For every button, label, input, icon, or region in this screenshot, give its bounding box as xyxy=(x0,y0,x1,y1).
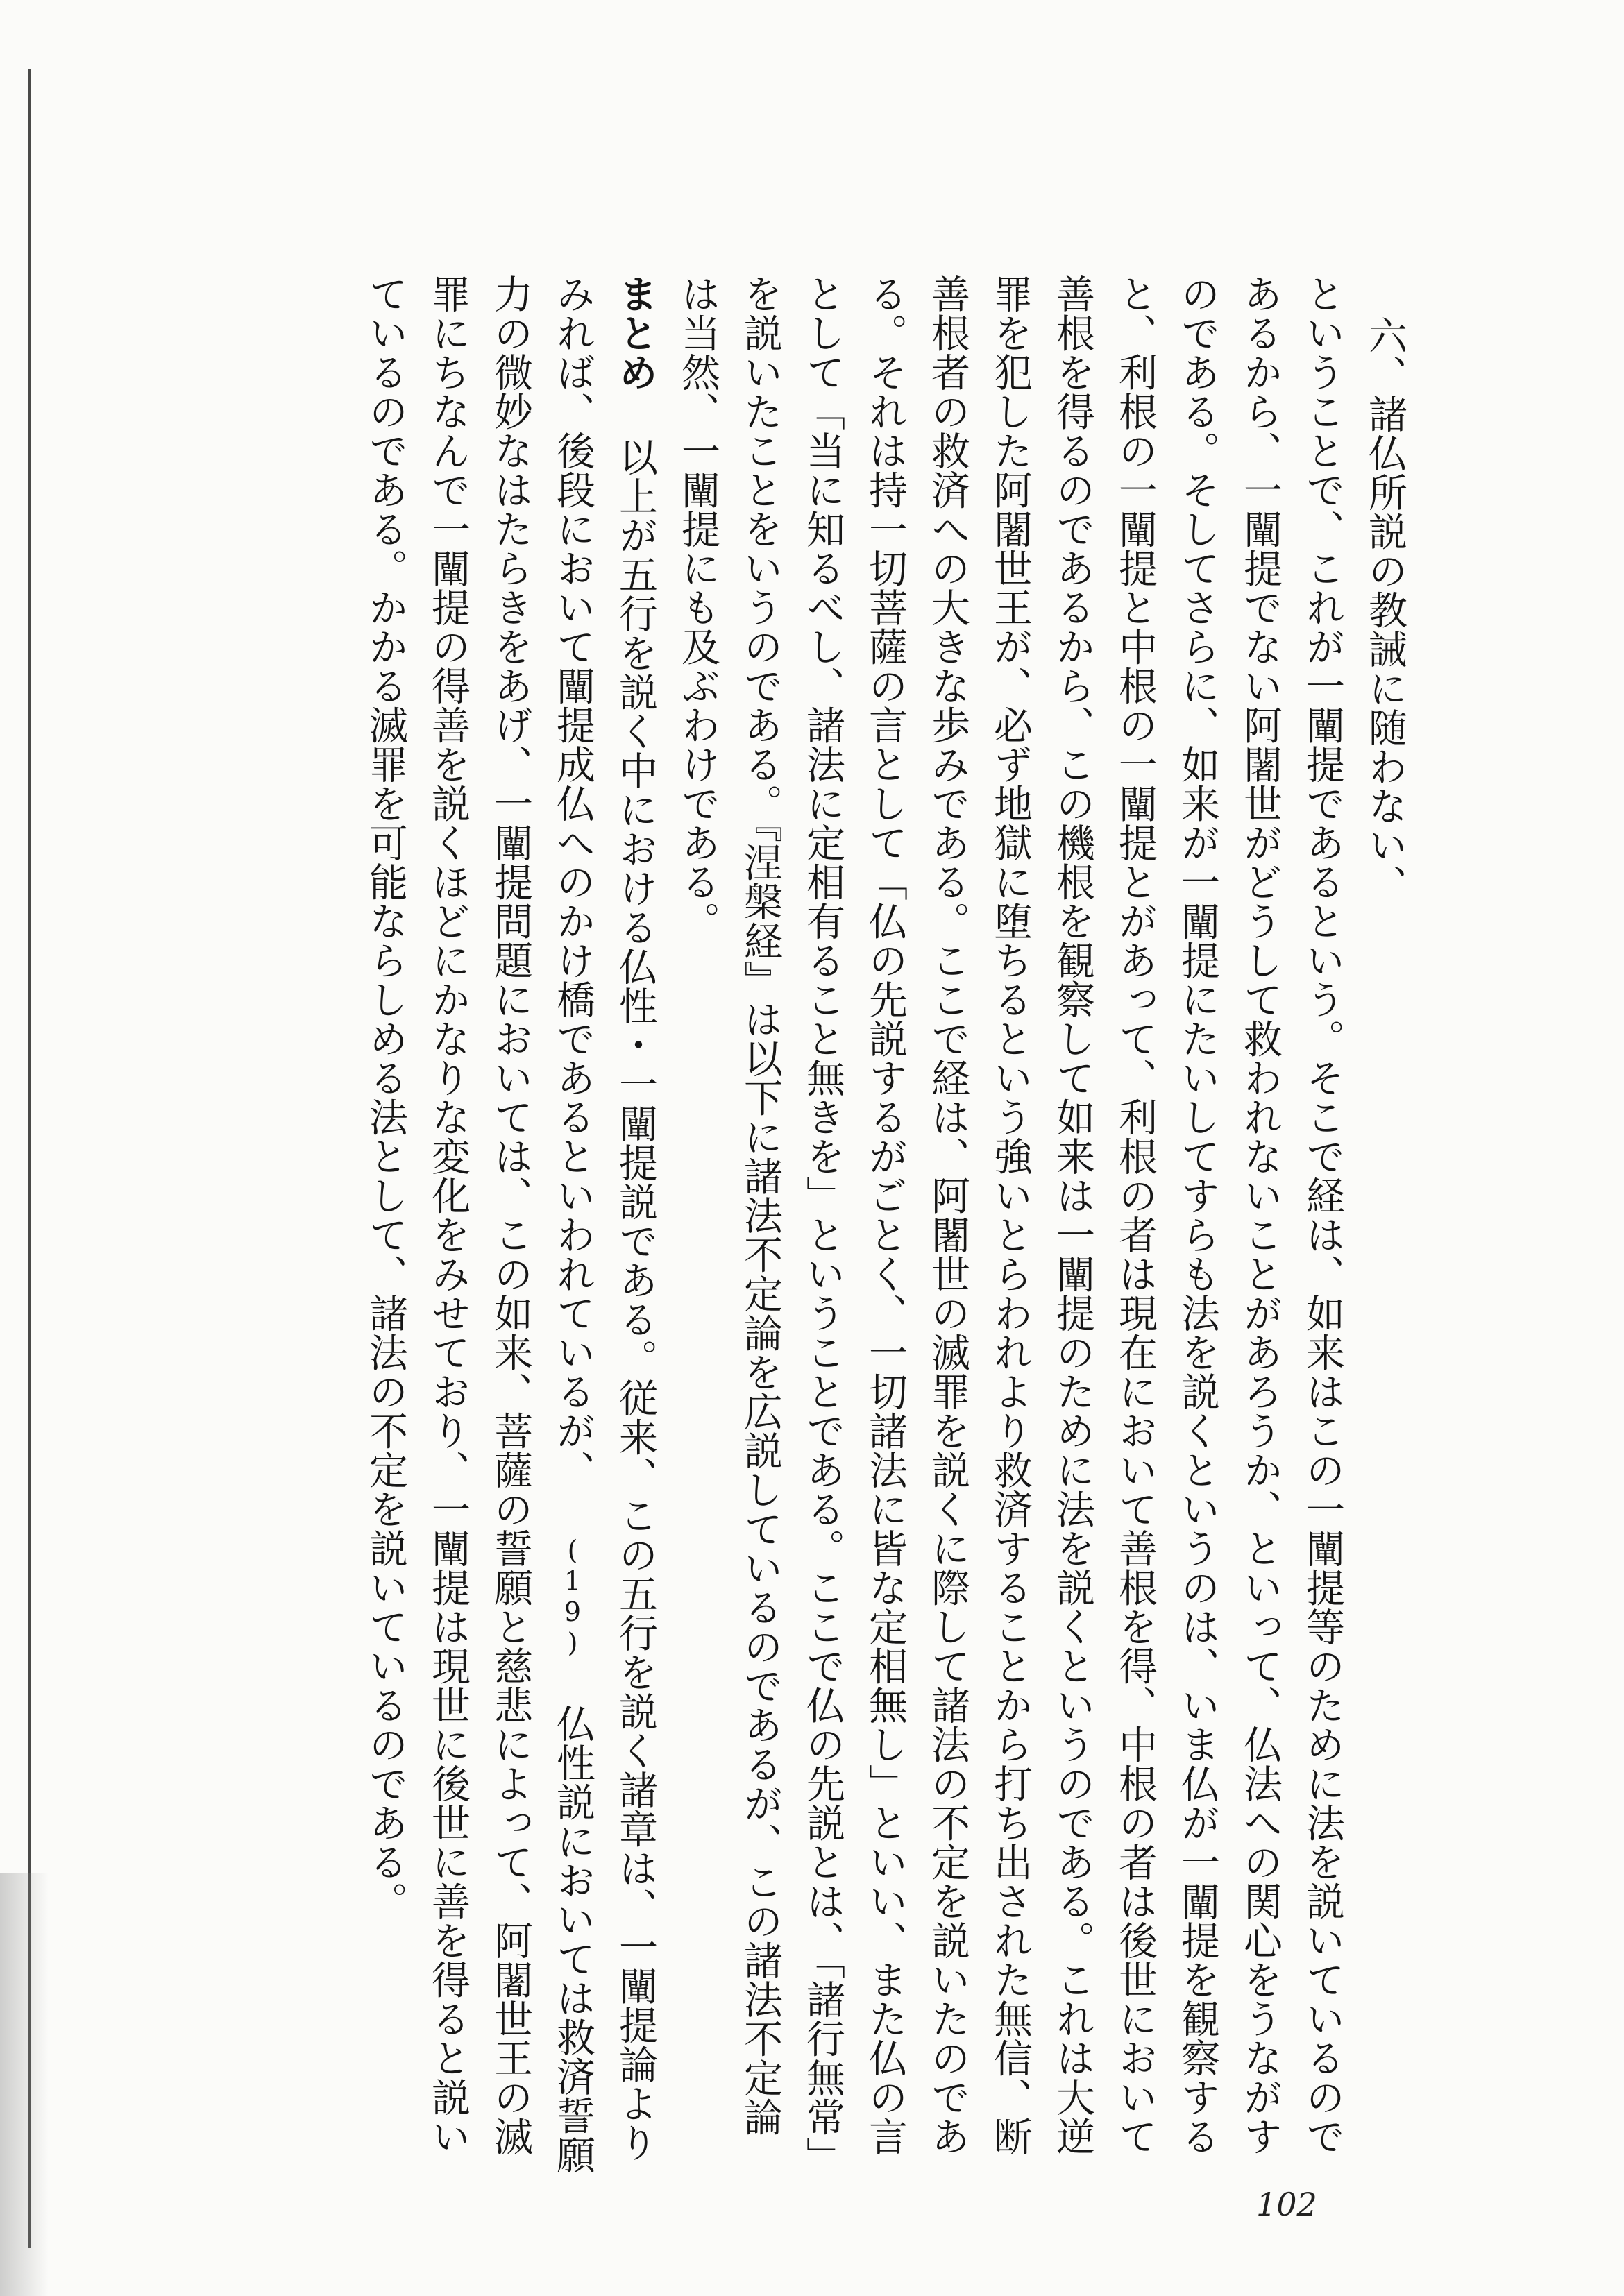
vertical-text-body xyxy=(354,274,1416,2175)
summary-paragraph xyxy=(354,274,666,2175)
summary-text-before-note: 以上が五行を説く中における仏性・一闡提説である。従来、この五行を説く諸章は、一闡提論よりみれば、後段において闡提成仏へのかけ橋であるといわれているが、 xyxy=(550,274,658,2162)
scan-shadow xyxy=(0,1873,49,2296)
summary-label: まとめ xyxy=(613,274,658,392)
page-number: 102 xyxy=(1256,2186,1317,2223)
body-paragraph: ということで、これが一闡提であるという。そこで経は、如来はこの一闡提等のために法を説いているのであるから、一闡提でない阿闍世がどうして救われないことがあろうか、といって、仏法への関心をうながすのである。そしてさらに、如来が一闡提にたいしてすらも法を説くというのは、いま仏が一闡提を観察すると、利根の一闡提と中根の一闡提とがあって、利根の者は現在において善根を得、中根の者は後世において善根を得るのであるから、この機根を観察して如来は一闡提のために法を説くというのである。これは大逆罪を犯した阿闍世王が、必ず地獄に堕ちるという強いとらわれより救済することから打ち出された無信、断善根者の救済への大きな歩みである。ここで経は、阿闍世の滅罪を説くに際して諸法の不定を説いたのである。それは持一切菩薩の言として「仏の先説するがごとく、一切諸法に皆な定相無し」といい、また仏の言として「当に知るべし、諸法に定相有ること無きを」ということである。ここで仏の先説とは、「諸行無常」を説いたことをいうのである。『涅槃経』は以下に諸法不定論を広説しているのであるが、この諸法不定論は当然、一闡提にも及ぶわけである。 xyxy=(675,274,1345,2157)
summary-text-after-note: 仏性説においては救済誓願力の微妙なはたらきをあげ、一闡提問題においては、この如来、菩薩の誓願と慈悲によって、阿闍世王の滅罪にちなんで一闡提の得善を説くほどにかなりな変化をみせており、一闡提は現世に後世に善を得ると説いているのである。かかる滅罪を可能ならしめる法として、諸法の不定を説いているのである。 xyxy=(363,274,595,2175)
footnote-ref: (19) xyxy=(557,1535,588,1658)
section-heading: 六、諸仏所説の教誡に随わない、 xyxy=(1362,316,1407,904)
